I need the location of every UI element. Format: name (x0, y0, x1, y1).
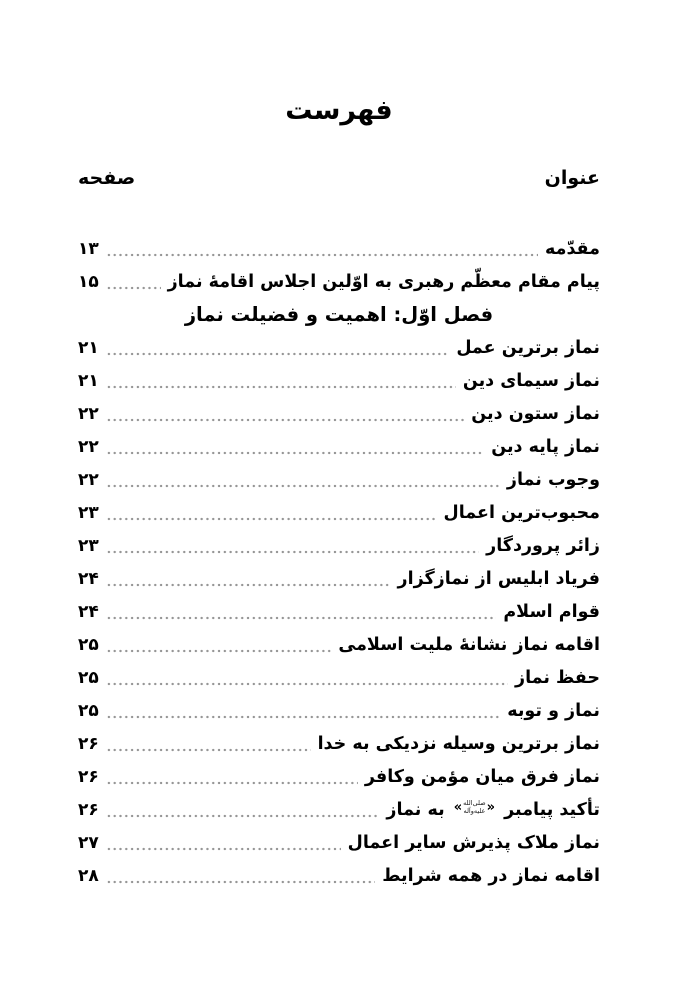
honorific-seal (453, 800, 496, 816)
table-of-contents (78, 232, 600, 892)
toc-page-number: ۲۱ (78, 370, 99, 391)
dot-leader (106, 517, 437, 521)
toc-page-number: ۲۴ (78, 601, 99, 622)
toc-row (78, 430, 600, 463)
dot-leader (106, 847, 341, 851)
dot-leader (106, 253, 538, 257)
toc-entry-title: اقامه نماز در همه شرایط (382, 865, 600, 886)
dot-leader (106, 583, 391, 587)
toc-entry-title: نماز سیمای دین (462, 370, 600, 391)
toc-entry-title: نماز برترین وسیله نزدیکی به خدا (317, 733, 600, 754)
dot-leader (106, 715, 500, 719)
toc-row (78, 595, 600, 628)
toc-page-number: ۲۱ (78, 337, 99, 358)
columns-header (78, 165, 600, 191)
toc-page-number: ۲۶ (78, 733, 99, 754)
toc-entry-title: پیام مقام معظّم رهبری به اوّلین اجلاس اقامهٔ نماز (167, 271, 600, 292)
toc-entry-title: اقامه نماز نشانهٔ ملیت اسلامی (338, 634, 600, 655)
toc-page-number: ۲۵ (78, 667, 99, 688)
toc-entry-title: حفظ نماز (515, 667, 600, 688)
toc-row (78, 826, 600, 859)
toc-row (78, 265, 600, 298)
toc-row (78, 694, 600, 727)
toc-entry-title: نماز و توبه (507, 700, 600, 721)
toc-row (78, 397, 600, 430)
page-title: فهرست (285, 95, 393, 126)
toc-page-number: ۱۵ (78, 271, 99, 292)
dot-leader (106, 649, 332, 653)
toc-page-number: ۲۳ (78, 502, 99, 523)
honorific-seal-text (463, 800, 486, 816)
toc-row (78, 727, 600, 760)
toc-row (78, 364, 600, 397)
toc-entry-title (386, 800, 600, 820)
toc-page-number: ۲۶ (78, 766, 99, 787)
toc-row (78, 529, 600, 562)
toc-row (78, 331, 600, 364)
dot-leader (106, 550, 479, 554)
chapter-heading: فصل اوّل: اهمیت و فضیلت نماز (184, 303, 494, 326)
toc-row (78, 496, 600, 529)
toc-row (78, 760, 600, 793)
column-label-title: عنوان (544, 167, 600, 189)
dot-leader (106, 682, 508, 686)
toc-page-number: ۲۷ (78, 832, 99, 853)
toc-entry-title: نماز ملاک پذیرش سایر اعمال (347, 832, 600, 853)
toc-entry-title: فریاد ابلیس از نمازگزار (397, 568, 600, 589)
toc-entry-title-pre: تأکید پیامبر (504, 799, 600, 820)
column-label-page: صفحه (78, 167, 136, 189)
ornate-bracket-open: « (486, 800, 496, 815)
dot-leader (106, 616, 497, 620)
toc-entry-title: نماز فرق میان مؤمن وکافر (364, 766, 600, 787)
toc-page-number: ۱۳ (78, 238, 99, 259)
toc-entry-title: نماز پایه دین (491, 436, 600, 457)
toc-row (78, 661, 600, 694)
toc-page-number: ۲۶ (78, 799, 99, 820)
toc-page-number: ۲۵ (78, 634, 99, 655)
dot-leader (106, 352, 450, 356)
dot-leader (106, 418, 465, 422)
toc-page-number: ۲۵ (78, 700, 99, 721)
dot-leader (106, 814, 380, 818)
toc-page-number: ۲۲ (78, 436, 99, 457)
toc-entry-title: قوام اسلام (503, 601, 600, 622)
honorific-line2: علیه‌وآله (463, 806, 486, 815)
toc-page-number: ۲۳ (78, 535, 99, 556)
toc-entry-title: وجوب نماز (506, 469, 600, 490)
toc-entry-title: مقدّمه (545, 238, 600, 259)
toc-row (78, 232, 600, 265)
toc-page-number: ۲۸ (78, 865, 99, 886)
toc-entry-title-post: به نماز (386, 799, 445, 820)
dot-leader (106, 385, 456, 389)
dot-leader (106, 880, 376, 884)
dot-leader (106, 451, 484, 455)
honorific-line1: صلی‌الله (463, 798, 486, 807)
toc-entry-title: محبوب‌ترین اعمال (443, 502, 600, 523)
dot-leader (106, 748, 311, 752)
toc-page-number: ۲۲ (78, 403, 99, 424)
toc-row (78, 562, 600, 595)
toc-row (78, 859, 600, 892)
dot-leader (106, 286, 161, 290)
toc-entry-title: نماز برترین عمل (456, 337, 600, 358)
dot-leader (106, 484, 500, 488)
toc-entry-title: زائر پروردگار (486, 535, 600, 556)
toc-page-number: ۲۲ (78, 469, 99, 490)
toc-row (78, 463, 600, 496)
toc-row (78, 628, 600, 661)
dot-leader (106, 781, 358, 785)
toc-page-number: ۲۴ (78, 568, 99, 589)
ornate-bracket-close: » (453, 800, 463, 815)
toc-row (78, 793, 600, 826)
toc-entry-title: نماز ستون دین (471, 403, 600, 424)
